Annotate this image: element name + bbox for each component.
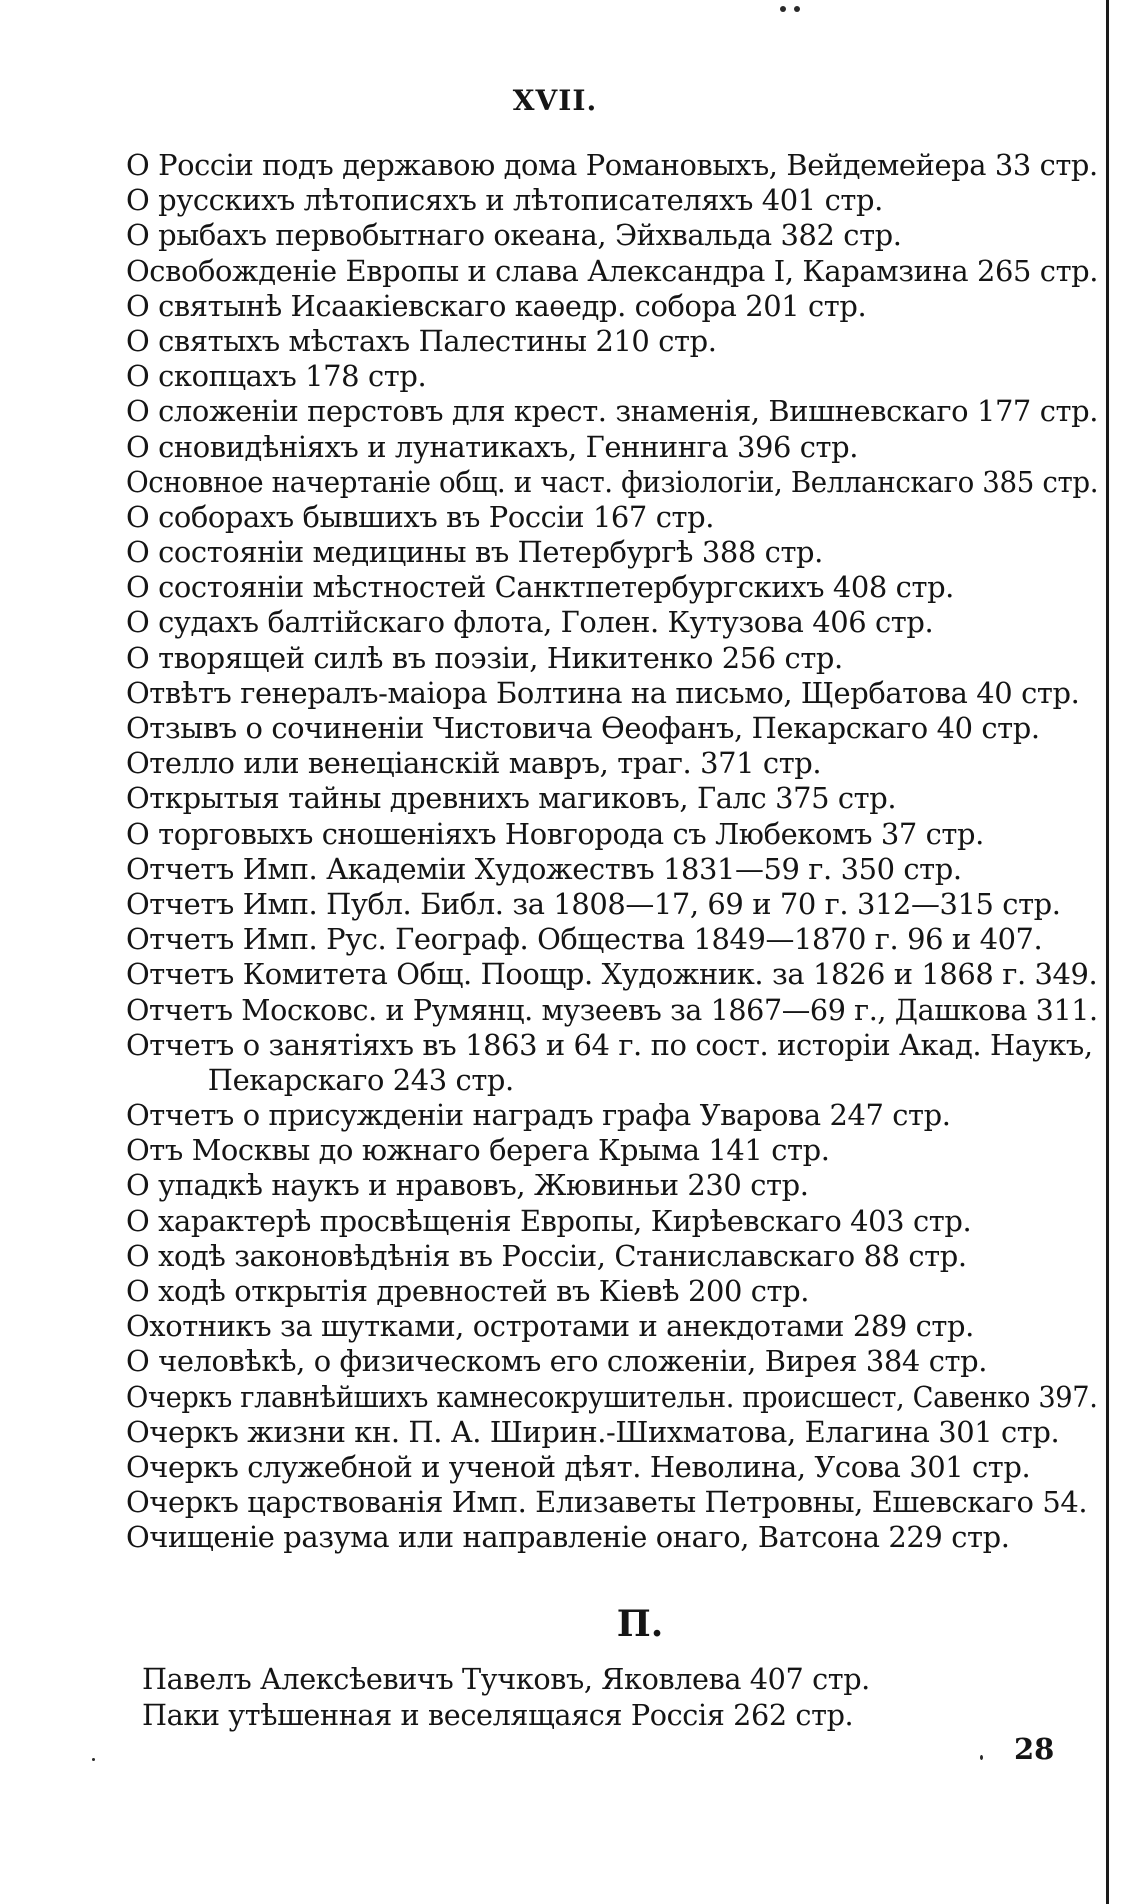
index-entry: О творящей силѣ въ поэзіи, Никитенко 256 стр. xyxy=(126,640,843,675)
index-entry: Очеркъ главнѣйшихъ камнесокрушительн. происшест, Савенко 397. xyxy=(126,1379,1098,1414)
index-entry: О состояніи медицины въ Петербургѣ 388 стр. xyxy=(126,535,823,570)
index-entry: Отвѣтъ генералъ-маіора Болтина на письмо, Щербатова 40 стр. xyxy=(126,675,1080,710)
index-entry: О упадкѣ наукъ и нравовъ, Жювиньи 230 стр. xyxy=(126,1168,809,1203)
page-number: 28 xyxy=(1014,1732,1055,1766)
index-entry: Основное начертаніе общ. и част. физіологіи, Велланскаго 385 стр. xyxy=(126,464,1099,499)
index-entry: О судахъ балтійскаго флота, Голен. Кутузова 406 стр. xyxy=(126,605,934,640)
index-entry: О ходѣ открытія древностей въ Кіевѣ 200 стр. xyxy=(126,1274,810,1308)
index-entry: Очеркъ служебной и ученой дѣят. Неволина, Усова 301 стр. xyxy=(126,1449,1031,1484)
index-entry: О Россіи подъ державою дома Романовыхъ, Вейдемейера 33 стр. xyxy=(126,148,1098,182)
index-entry: О ходѣ законовѣдѣнія въ Россіи, Станиславскаго 88 стр. xyxy=(126,1238,967,1273)
index-entry: О состояніи мѣстностей Санктпетербургскихъ 408 стр. xyxy=(126,570,954,605)
index-entry: Павелъ Алексѣевичъ Тучковъ, Яковлева 407 стр. xyxy=(142,1662,870,1696)
index-entry: Отчетъ о занятіяхъ въ 1863 и 64 г. по сост. исторіи Акад. Наукъ, xyxy=(126,1027,1093,1062)
index-entry: Отзывъ о сочиненіи Чистовича Ѳеофанъ, Пекарскаго 40 стр. xyxy=(126,711,1040,745)
index-entry: Паки утѣшенная и веселящаяся Россія 262 стр. xyxy=(142,1697,854,1732)
index-entry: Открытыя тайны древнихъ магиковъ, Галс 375 стр. xyxy=(126,781,897,816)
index-entries xyxy=(126,148,1101,1556)
index-entry: О торговыхъ сношеніяхъ Новгорода съ Любекомъ 37 стр. xyxy=(126,816,984,851)
index-entry: О скопцахъ 178 стр. xyxy=(126,359,427,394)
index-entry: Очеркъ жизни кн. П. А. Ширин.-Шихматова, Елагина 301 стр. xyxy=(126,1414,1060,1449)
index-entry: Отелло или венеціанскій мавръ, траг. 371 стр. xyxy=(126,746,822,781)
index-entry: Отчетъ Имп. Академіи Художествъ 1831—59 г. 350 стр. xyxy=(126,851,962,886)
index-entry: Отчетъ Комитета Общ. Поощр. Художник. за 1826 и 1868 г. 349. xyxy=(126,957,1098,992)
print-speck xyxy=(780,6,786,12)
print-speck xyxy=(794,6,800,12)
section-letter: П. xyxy=(616,1603,664,1645)
index-entry: Отъ Москвы до южнаго берега Крыма 141 стр. xyxy=(126,1133,830,1168)
index-entry: Очищеніе разума или направленіе онаго, Ватсона 229 стр. xyxy=(126,1520,1010,1555)
index-entry: Отчетъ о присужденіи наградъ графа Уварова 247 стр. xyxy=(126,1098,951,1133)
index-entry: Отчетъ Имп. Публ. Библ. за 1808—17, 69 и 70 г. 312—315 стр. xyxy=(126,886,1061,921)
index-entry: Пекарскаго 243 стр. xyxy=(207,1062,514,1097)
index-entry: О характерѣ просвѣщенія Европы, Кирѣевскаго 403 стр. xyxy=(126,1203,972,1238)
section-entries xyxy=(142,1662,1042,1733)
index-entry: О сложеніи перстовъ для крест. знаменія, Вишневскаго 177 стр. xyxy=(126,394,1099,429)
index-entry: О соборахъ бывшихъ въ Россіи 167 стр. xyxy=(126,499,715,534)
index-entry: О святынѣ Исаакіевскаго каѳедр. собора 201 стр. xyxy=(126,288,867,323)
index-entry: О сновидѣніяхъ и лунатикахъ, Геннинга 396 стр. xyxy=(126,429,859,464)
index-entry: Охотникъ за шутками, остротами и анекдотами 289 стр. xyxy=(126,1309,974,1344)
index-entry: О человѣкѣ, о физическомъ его сложеніи, Вирея 384 стр. xyxy=(126,1344,988,1379)
print-speck xyxy=(92,1758,95,1761)
index-entry: О русскихъ лѣтописяхъ и лѣтописателяхъ 401 стр. xyxy=(126,183,883,218)
index-entry: Отчетъ Имп. Рус. Географ. Общества 1849—1870 г. 96 и 407. xyxy=(126,922,1043,957)
index-entry: Освобожденіе Европы и слава Александра I, Карамзина 265 стр. xyxy=(126,253,1099,288)
index-entry: Отчетъ Московс. и Румянц. музеевъ за 1867—69 г., Дашкова 311. xyxy=(126,992,1098,1027)
print-speck xyxy=(980,1755,983,1760)
index-entry: О рыбахъ первобытнаго океана, Эйхвальда 382 стр. xyxy=(126,218,902,253)
page-header: XVII. xyxy=(512,84,598,117)
index-entry: Очеркъ царствованія Имп. Елизаветы Петровны, Ешевскаго 54. xyxy=(126,1485,1088,1520)
index-entry: О святыхъ мѣстахъ Палестины 210 стр. xyxy=(126,323,717,358)
